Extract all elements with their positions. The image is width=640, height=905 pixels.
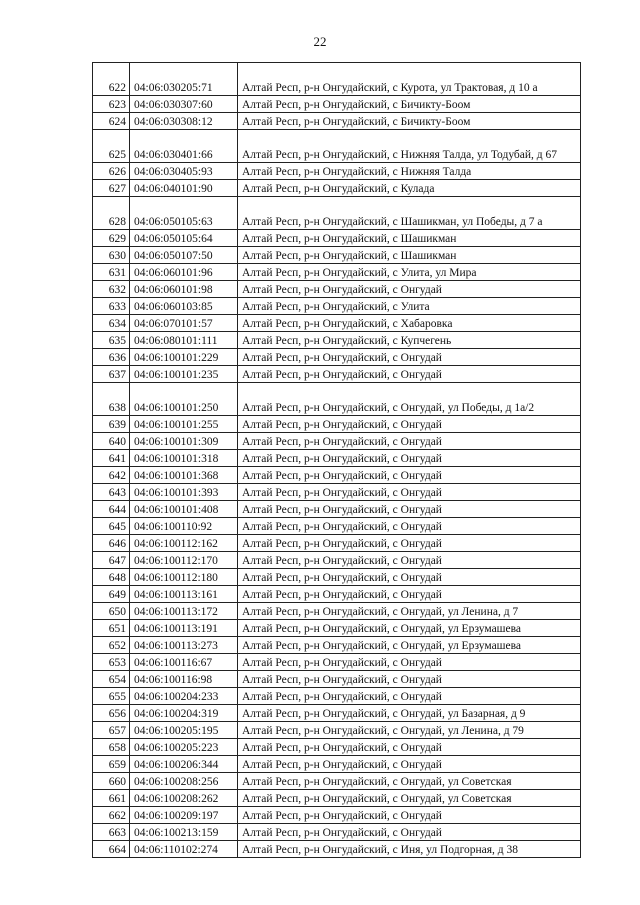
table-row (93, 739, 581, 756)
address-cell: Алтай Респ, р-н Онгудайский, с Онгудай (238, 552, 581, 569)
row-number-cell: 643 (93, 484, 130, 501)
table-row (93, 671, 581, 688)
address-cell: Алтай Респ, р-н Онгудайский, с Онгудай, ул Победы, д 1а/2 (238, 383, 581, 416)
cadastral-number-cell: 04:06:070101:57 (130, 315, 238, 332)
row-number-cell: 652 (93, 637, 130, 654)
row-number-cell: 647 (93, 552, 130, 569)
cadastral-number-cell: 04:06:100206:344 (130, 756, 238, 773)
table-row (93, 569, 581, 586)
address-cell: Алтай Респ, р-н Онгудайский, с Онгудай (238, 416, 581, 433)
table-row (93, 383, 581, 416)
row-number-cell: 632 (93, 281, 130, 298)
table-row (93, 501, 581, 518)
cadastral-number-cell: 04:06:100112:162 (130, 535, 238, 552)
cadastral-number-cell: 04:06:050105:63 (130, 197, 238, 230)
cadastral-number-cell: 04:06:060101:96 (130, 264, 238, 281)
table-row (93, 756, 581, 773)
address-cell: Алтай Респ, р-н Онгудайский, с Онгудай (238, 654, 581, 671)
cadastral-number-cell: 04:06:100208:262 (130, 790, 238, 807)
address-cell: Алтай Респ, р-н Онгудайский, с Онгудай, ул Базарная, д 9 (238, 705, 581, 722)
table-row (93, 518, 581, 535)
table-row (93, 130, 581, 163)
row-number-cell: 656 (93, 705, 130, 722)
table-row (93, 349, 581, 366)
address-cell: Алтай Респ, р-н Онгудайский, с Онгудай (238, 433, 581, 450)
cadastral-number-cell: 04:06:030405:93 (130, 163, 238, 180)
row-number-cell: 631 (93, 264, 130, 281)
table-row (93, 637, 581, 654)
row-number-cell: 625 (93, 130, 130, 163)
row-number-cell: 646 (93, 535, 130, 552)
cadastral-number-cell: 04:06:100101:229 (130, 349, 238, 366)
address-cell: Алтай Респ, р-н Онгудайский, с Онгудай (238, 586, 581, 603)
cadastral-number-cell: 04:06:100205:195 (130, 722, 238, 739)
table-row (93, 773, 581, 790)
row-number-cell: 655 (93, 688, 130, 705)
cadastral-number-cell: 04:06:060101:98 (130, 281, 238, 298)
cadastral-number-cell: 04:06:100101:408 (130, 501, 238, 518)
address-cell: Алтай Респ, р-н Онгудайский, с Хабаровка (238, 315, 581, 332)
address-cell: Алтай Респ, р-н Онгудайский, с Онгудай (238, 756, 581, 773)
table-row (93, 552, 581, 569)
table-row (93, 247, 581, 264)
row-number-cell: 633 (93, 298, 130, 315)
cadastral-number-cell: 04:06:100113:191 (130, 620, 238, 637)
row-number-cell: 637 (93, 366, 130, 383)
address-cell: Алтай Респ, р-н Онгудайский, с Нижняя Талда, ул Тодубай, д 67 (238, 130, 581, 163)
row-number-cell: 628 (93, 197, 130, 230)
row-number-cell: 641 (93, 450, 130, 467)
row-number-cell: 622 (93, 63, 130, 96)
cadastral-number-cell: 04:06:100112:170 (130, 552, 238, 569)
row-number-cell: 653 (93, 654, 130, 671)
row-number-cell: 635 (93, 332, 130, 349)
row-number-cell: 663 (93, 824, 130, 841)
table-row (93, 467, 581, 484)
address-cell: Алтай Респ, р-н Онгудайский, с Онгудай, ул Ленина, д 7 (238, 603, 581, 620)
row-number-cell: 651 (93, 620, 130, 637)
address-cell: Алтай Респ, р-н Онгудайский, с Онгудай (238, 688, 581, 705)
cadastral-number-cell: 04:06:110102:274 (130, 841, 238, 858)
row-number-cell: 639 (93, 416, 130, 433)
address-cell: Алтай Респ, р-н Онгудайский, с Онгудай (238, 467, 581, 484)
address-cell: Алтай Респ, р-н Онгудайский, с Онгудай (238, 349, 581, 366)
table-row (93, 298, 581, 315)
table-row (93, 264, 581, 281)
cadastral-number-cell: 04:06:100204:233 (130, 688, 238, 705)
row-number-cell: 660 (93, 773, 130, 790)
address-cell: Алтай Респ, р-н Онгудайский, с Онгудай (238, 739, 581, 756)
address-cell: Алтай Респ, р-н Онгудайский, с Купчегень (238, 332, 581, 349)
row-number-cell: 623 (93, 96, 130, 113)
cadastral-number-cell: 04:06:100209:197 (130, 807, 238, 824)
cadastral-number-cell: 04:06:100205:223 (130, 739, 238, 756)
row-number-cell: 634 (93, 315, 130, 332)
row-number-cell: 636 (93, 349, 130, 366)
address-cell: Алтай Респ, р-н Онгудайский, с Онгудай, ул Советская (238, 773, 581, 790)
table-row (93, 197, 581, 230)
page-number: 22 (313, 34, 327, 49)
address-cell: Алтай Респ, р-н Онгудайский, с Онгудай (238, 450, 581, 467)
table-row (93, 315, 581, 332)
address-cell: Алтай Респ, р-н Онгудайский, с Шашикман, ул Победы, д 7 а (238, 197, 581, 230)
table-row (93, 824, 581, 841)
address-cell: Алтай Респ, р-н Онгудайский, с Бичикту-Боом (238, 96, 581, 113)
address-cell: Алтай Респ, р-н Онгудайский, с Онгудай (238, 501, 581, 518)
row-number-cell: 644 (93, 501, 130, 518)
cadastral-number-cell: 04:06:100113:161 (130, 586, 238, 603)
cadastral-number-cell: 04:06:100116:67 (130, 654, 238, 671)
table-row (93, 484, 581, 501)
cadastral-number-cell: 04:06:100101:250 (130, 383, 238, 416)
table-row (93, 63, 581, 96)
row-number-cell: 629 (93, 230, 130, 247)
row-number-cell: 630 (93, 247, 130, 264)
table-row (93, 654, 581, 671)
table-row (93, 332, 581, 349)
cadastral-number-cell: 04:06:100101:255 (130, 416, 238, 433)
address-cell: Алтай Респ, р-н Онгудайский, с Онгудай (238, 366, 581, 383)
address-cell: Алтай Респ, р-н Онгудайский, с Онгудай (238, 535, 581, 552)
cadastral-number-cell: 04:06:050107:50 (130, 247, 238, 264)
address-cell: Алтай Респ, р-н Онгудайский, с Онгудай (238, 671, 581, 688)
row-number-cell: 648 (93, 569, 130, 586)
address-cell: Алтай Респ, р-н Онгудайский, с Бичикту-Боом (238, 113, 581, 130)
address-cell: Алтай Респ, р-н Онгудайский, с Онгудай (238, 518, 581, 535)
cadastral-number-cell: 04:06:100110:92 (130, 518, 238, 535)
row-number-cell: 627 (93, 180, 130, 197)
table-row (93, 163, 581, 180)
cadastral-number-cell: 04:06:050105:64 (130, 230, 238, 247)
row-number-cell: 659 (93, 756, 130, 773)
address-cell: Алтай Респ, р-н Онгудайский, с Онгудай (238, 484, 581, 501)
address-cell: Алтай Респ, р-н Онгудайский, с Шашикман (238, 247, 581, 264)
cadastral-number-cell: 04:06:030205:71 (130, 63, 238, 96)
cadastral-number-cell: 04:06:100112:180 (130, 569, 238, 586)
cadastral-number-cell: 04:06:100113:172 (130, 603, 238, 620)
cadastral-number-cell: 04:06:100101:368 (130, 467, 238, 484)
table-row (93, 113, 581, 130)
address-cell: Алтай Респ, р-н Онгудайский, с Онгудай, ул Ленина, д 79 (238, 722, 581, 739)
row-number-cell: 658 (93, 739, 130, 756)
cadastral-number-cell: 04:06:100204:319 (130, 705, 238, 722)
table-row (93, 688, 581, 705)
cadastral-number-cell: 04:06:030308:12 (130, 113, 238, 130)
address-cell: Алтай Респ, р-н Онгудайский, с Иня, ул Подгорная, д 38 (238, 841, 581, 858)
row-number-cell: 645 (93, 518, 130, 535)
cadastral-number-cell: 04:06:060103:85 (130, 298, 238, 315)
table-row (93, 705, 581, 722)
address-cell: Алтай Респ, р-н Онгудайский, с Шашикман (238, 230, 581, 247)
cadastral-number-cell: 04:06:100113:273 (130, 637, 238, 654)
address-cell: Алтай Респ, р-н Онгудайский, с Курота, ул Трактовая, д 10 а (238, 63, 581, 96)
address-cell: Алтай Респ, р-н Онгудайский, с Онгудай, ул Советская (238, 790, 581, 807)
cadastral-number-cell: 04:06:100101:235 (130, 366, 238, 383)
table-row (93, 586, 581, 603)
address-cell: Алтай Респ, р-н Онгудайский, с Онгудай (238, 281, 581, 298)
table-row (93, 722, 581, 739)
table-row (93, 535, 581, 552)
cadastral-number-cell: 04:06:100101:318 (130, 450, 238, 467)
row-number-cell: 649 (93, 586, 130, 603)
cadastral-number-cell: 04:06:100101:309 (130, 433, 238, 450)
address-cell: Алтай Респ, р-н Онгудайский, с Кулада (238, 180, 581, 197)
table-row (93, 841, 581, 858)
row-number-cell: 664 (93, 841, 130, 858)
table-row (93, 620, 581, 637)
table-row (93, 281, 581, 298)
cadastral-number-cell: 04:06:100101:393 (130, 484, 238, 501)
address-cell: Алтай Респ, р-н Онгудайский, с Онгудай (238, 824, 581, 841)
table-row (93, 180, 581, 197)
table-row (93, 807, 581, 824)
cadastral-number-cell: 04:06:030401:66 (130, 130, 238, 163)
address-cell: Алтай Респ, р-н Онгудайский, с Онгудай, ул Ерзумашева (238, 620, 581, 637)
table-row (93, 450, 581, 467)
cadastral-number-cell: 04:06:100213:159 (130, 824, 238, 841)
row-number-cell: 654 (93, 671, 130, 688)
table-row (93, 96, 581, 113)
row-number-cell: 638 (93, 383, 130, 416)
cadastral-number-cell: 04:06:100116:98 (130, 671, 238, 688)
cadastral-number-cell: 04:06:100208:256 (130, 773, 238, 790)
cadastral-number-cell: 04:06:040101:90 (130, 180, 238, 197)
row-number-cell: 626 (93, 163, 130, 180)
address-cell: Алтай Респ, р-н Онгудайский, с Нижняя Талда (238, 163, 581, 180)
address-cell: Алтай Респ, р-н Онгудайский, с Онгудай, ул Ерзумашева (238, 637, 581, 654)
address-cell: Алтай Респ, р-н Онгудайский, с Онгудай (238, 807, 581, 824)
table-row (93, 433, 581, 450)
table-row (93, 790, 581, 807)
row-number-cell: 661 (93, 790, 130, 807)
cadastral-number-cell: 04:06:080101:111 (130, 332, 238, 349)
address-cell: Алтай Респ, р-н Онгудайский, с Улита (238, 298, 581, 315)
cadastral-number-cell: 04:06:030307:60 (130, 96, 238, 113)
address-cell: Алтай Респ, р-н Онгудайский, с Онгудай (238, 569, 581, 586)
row-number-cell: 642 (93, 467, 130, 484)
registry-table (92, 62, 581, 858)
address-cell: Алтай Респ, р-н Онгудайский, с Улита, ул Мира (238, 264, 581, 281)
table-row (93, 416, 581, 433)
table-row (93, 230, 581, 247)
row-number-cell: 650 (93, 603, 130, 620)
row-number-cell: 662 (93, 807, 130, 824)
row-number-cell: 640 (93, 433, 130, 450)
table-row (93, 366, 581, 383)
table-row (93, 603, 581, 620)
row-number-cell: 657 (93, 722, 130, 739)
registry-table-body (93, 63, 581, 858)
row-number-cell: 624 (93, 113, 130, 130)
